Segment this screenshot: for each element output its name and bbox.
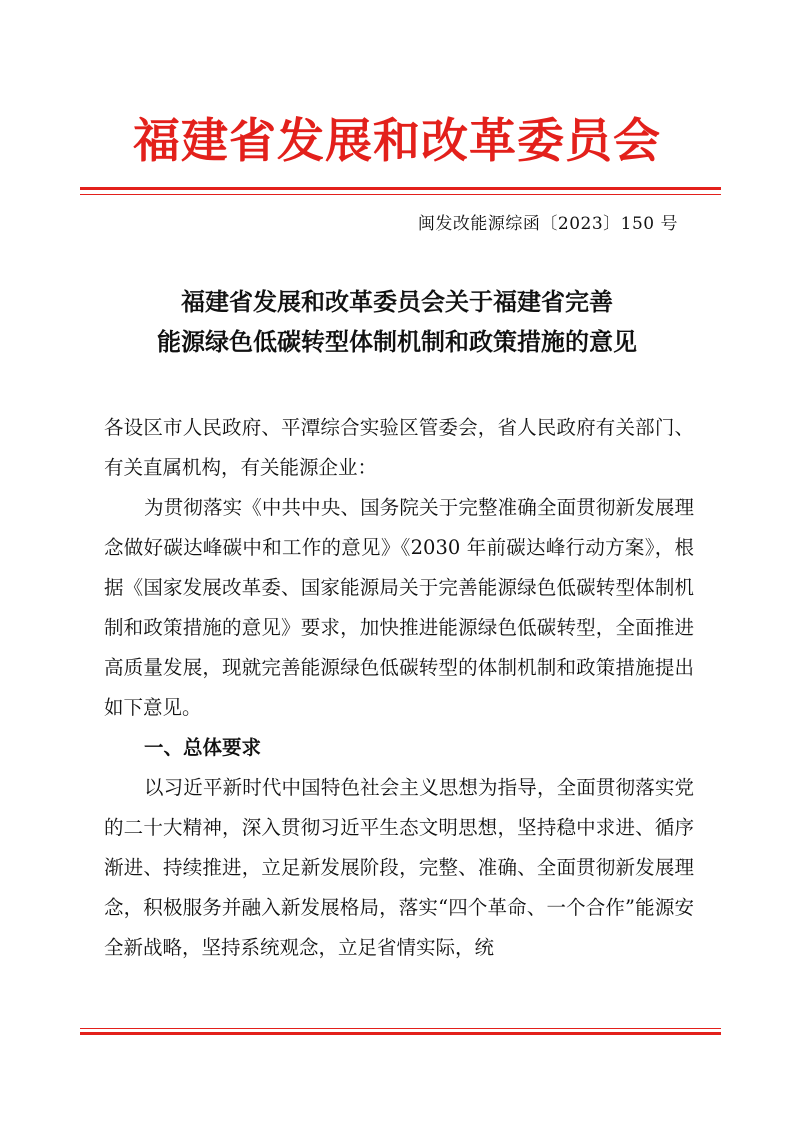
- intro-paragraph: 为贯彻落实《中共中央、国务院关于完整准确全面贯彻新发展理念做好碳达峰碳中和工作的意见》《2030 年前碳达峰行动方案》，根据《国家发展改革委、国家能源局关于完善能源绿色低碳转型体制机制和政策措施的意见》要求，加快推进能源绿色低碳转型，全面推进高质量发展，现就完善能源绿色低碳转型的体制机制和政策措施提出如下意见。: [104, 496, 694, 719]
- document-body: [104, 408, 694, 968]
- footer-rule-thin: [80, 1028, 721, 1029]
- document-title-line-2: 能源绿色低碳转型体制机制和政策措施的意见: [157, 327, 637, 356]
- recipients: 各设区市人民政府、平潭综合实验区管委会，省人民政府有关部门、有关直属机构，有关能源企业：: [104, 416, 694, 479]
- section-1-heading: 一、总体要求: [144, 736, 262, 759]
- footer-rule-thick: [80, 1032, 721, 1035]
- header-rule-thick: [80, 187, 721, 190]
- document-number: 闽发改能源综函〔2023〕150 号: [417, 214, 678, 234]
- document-title-line-1: 福建省发展和改革委员会关于福建省完善: [181, 287, 613, 316]
- org-masthead: 福建省发展和改革委员会: [133, 114, 661, 169]
- header-rule-thin: [80, 194, 721, 195]
- section-1-paragraph: 以习近平新时代中国特色社会主义思想为指导，全面贯彻落实党的二十大精神，深入贯彻习近平生态文明思想，坚持稳中求进、循序渐进、持续推进，立足新发展阶段，完整、准确、全面贯彻新发展理念，积极服务并融入新发展格局，落实“四个革命、一个合作”能源安全新战略，坚持系统观念，立足省情实际，统: [104, 776, 694, 959]
